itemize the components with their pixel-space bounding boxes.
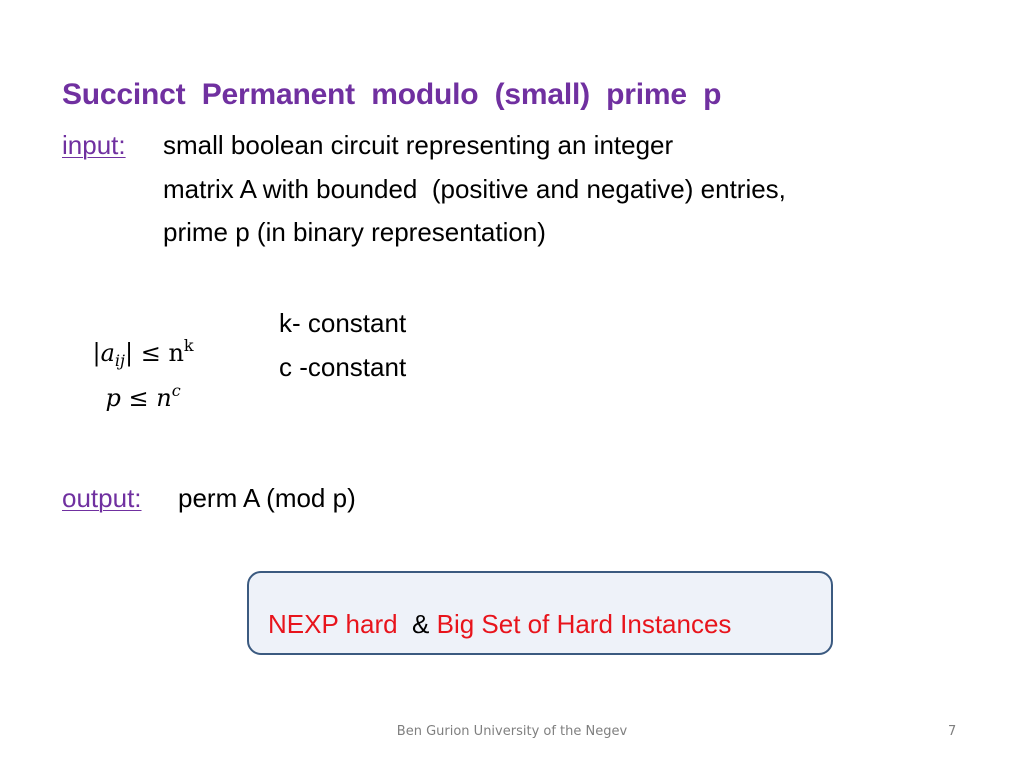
constraint-k-desc: k- constant (279, 308, 407, 338)
page-number: 7 (948, 724, 957, 739)
exponent-c: c (171, 381, 181, 400)
callout-box (247, 571, 833, 655)
var-n: n (156, 384, 172, 412)
input-line-3: prime p (in binary representation) (163, 217, 546, 247)
constraint-c-desc: c -constant (279, 352, 407, 382)
leq-sign: ≤ (120, 384, 157, 412)
callout-ampersand: & (397, 609, 437, 639)
abs-open: | (92, 339, 101, 367)
input-label: input: (62, 130, 126, 160)
bound-expr: | ≤ n (125, 339, 184, 367)
callout-text (268, 609, 731, 640)
var-p: p (105, 384, 121, 412)
output-label: output: (62, 483, 142, 513)
var-a: a (100, 339, 115, 367)
footer-text: Ben Gurion University of the Negev (396, 724, 628, 739)
slide-title: Succinct Permanent modulo (small) prime p (62, 78, 722, 111)
exponent-k: k (183, 336, 194, 355)
callout-nexp-hard: NEXP hard (268, 609, 398, 639)
callout-hard-instances: Big Set of Hard Instances (436, 609, 732, 639)
output-text: perm A (mod p) (178, 483, 356, 513)
subscript-ij: ij (114, 351, 125, 370)
input-line-2: matrix A with bounded (positive and negative) entries, (163, 174, 786, 204)
constraint-prime-bound (75, 353, 181, 440)
input-line-1: small boolean circuit representing an integer (163, 130, 674, 160)
